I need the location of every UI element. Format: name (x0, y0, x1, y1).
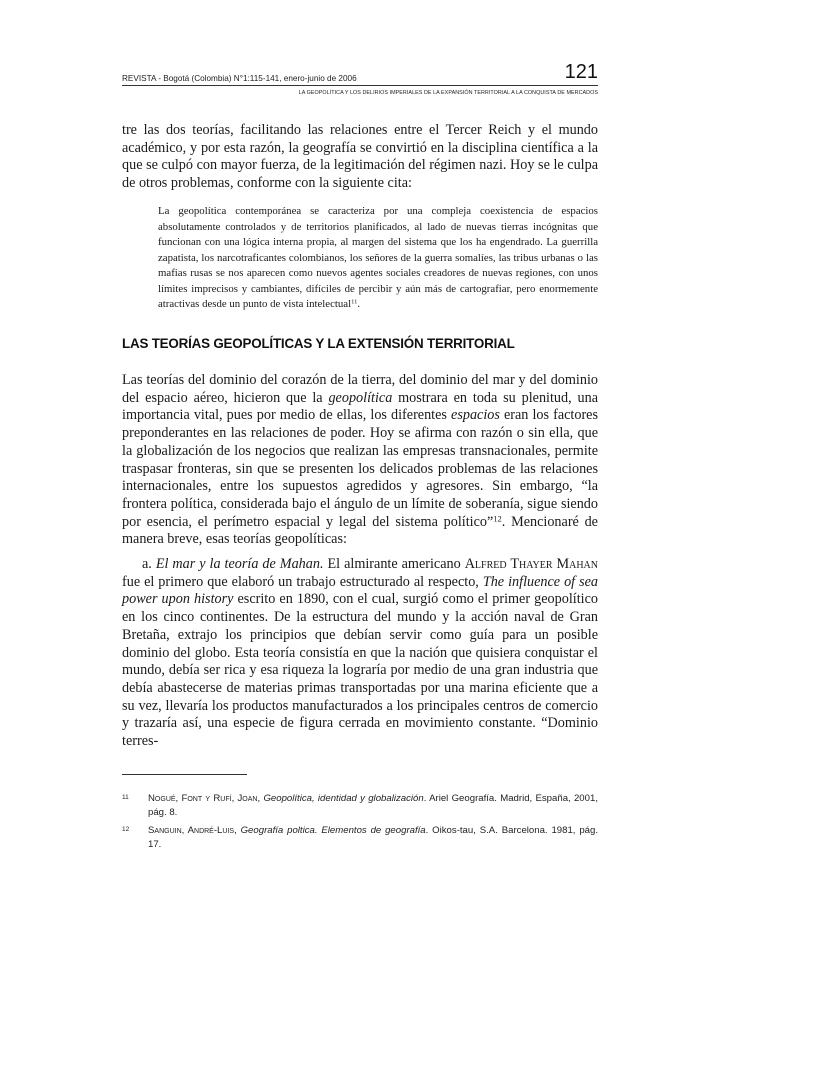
text-run: El almirante americano (323, 556, 465, 572)
quote-text: La geopolítica contemporánea se caracteriza por una compleja coexistencia de espacios absolutamente controlados y de territorios planificados, al lado de nuevas tierras incógnitas que funcionan con una lógica interna propia, al margen del sistema que los ha engendrado. La guerrilla zapatista, los narcotraficantes colombianos, los señores de la guerra somalíes, las tribus urbanas o las mafias rusas se nos aparecen como nuevos agentes sociales creadores de nuevas regiones, con unos límites imprecisos y cambiantes, difíciles de percibir y aún más de cartografiar, pero enormemente atractivas desde un punto de vista intelectual (158, 205, 598, 310)
footnote-title: Geopolítica, identidad y globalización (263, 793, 424, 804)
footnote-body (148, 824, 598, 851)
footnote-separator-text: , (234, 825, 241, 836)
book-title: The influence of sea power upon history (122, 573, 598, 608)
footnote-rest: . Ariel Geografía. Madrid, España, 2001, pág. 8. (148, 793, 598, 818)
section-heading: LAS TEORÍAS GEOPOLÍTICAS Y LA EXTENSIÓN TERRITORIAL (122, 336, 515, 351)
intro-paragraph: tre las dos teorías, facilitando las relaciones entre el Tercer Reich y el mundo académico, y por esta razón, la geografía se convirtió en la disciplina científica a la que se culpó con mayor fuerza, de la legitimación del régimen nazi. Hoy se le culpa de otros problemas, conforme con la siguiente cita: (122, 122, 598, 192)
text-run: fue el primero que elaboró un trabajo estructurado al respecto, (122, 573, 483, 590)
footnote-number: 11 (122, 794, 129, 801)
running-header (122, 62, 598, 102)
article-running-title: LA GEOPOLÍTICA Y LOS DELIRIOS IMPERIALES DE LA EXPANSIÓN TERRITORIAL A LA CONQUISTA DE MERCADOS (298, 90, 598, 96)
footnote-ref-12[interactable]: 12 (493, 512, 502, 523)
quote-end: . (357, 298, 361, 310)
text-run: Las teorías del dominio del corazón de la tierra, del dominio del mar y del dominio del espacio aéreo, hicieron que la (122, 372, 598, 406)
footnote-12 (122, 824, 598, 851)
author-name: Alfred Thayer Mahan (464, 556, 598, 572)
footnote-title: Geografía poltica. Elementos de geografía (240, 825, 426, 836)
emphasis-espacios: espacios (451, 407, 500, 424)
page-number: 121 (564, 61, 598, 83)
footnote-separator-text: , (257, 793, 264, 804)
text-run: mostrara en toda su plenitud, una importancia vital, pues por medio de ellas, los diferentes (122, 389, 598, 424)
text-run: . Mencionaré de manera breve, esas teorías geopolíticas: (122, 513, 598, 548)
footnote-body (148, 792, 598, 819)
footnote-ref-11[interactable]: 11 (351, 298, 358, 306)
item-title: El mar y la teoría de Mahan. (155, 556, 324, 572)
text-run: escrito en 1890, con el cual, surgió como el primer geopolítico en los cinco continentes. De la estructura del mundo y la acción naval de Gran Bretaña, extrajo los principios que debían servir como guía para un posible dominio del globo. Esta teoría consistía en que la nación que quisiera conquistar el mundo, debía ser rica y esa riqueza la lograría por medio de una gran industria que debía abastecerse de materias primas transportadas por una marina eficiente que a su vez, llevaría los productos manufacturados a los principales centros de comercio y trazaría así, una especie de figura cerrada en movimiento constante. “Dominio terres- (122, 591, 598, 750)
header-rule (122, 85, 598, 86)
text-run: eran los factores preponderantes en las relaciones de poder. Hoy se afirma con razón o sin ella, que la globalización de los negocios que realizan las empresas transnacionales, permite traspasar fronteras, sin que se presenten los delicados problemas de las relaciones internacionales, entre los supuestos agredidos y agresores. Sin embargo, “la frontera política, considerada bajo el ángulo de un límite de soberanía, sigue siendo por esencia, el perímetro espacial y legal del sistema político” (122, 407, 599, 530)
footnote-number: 12 (122, 826, 130, 833)
mahan-paragraph (122, 556, 598, 751)
theories-paragraph (122, 372, 598, 549)
footnote-separator (122, 774, 247, 775)
journal-citation: REVISTA - Bogotá (Colombia) N°1:115-141, enero-junio de 2006 (122, 74, 357, 83)
block-quote (158, 204, 598, 313)
footnote-rest: . Oikos-tau, S.A. Barcelona. 1981, pág. 17. (148, 825, 599, 850)
footnote-authors: Nogué, Font y Rufí, Joan (148, 793, 258, 804)
emphasis-geopolitica: geopolítica (328, 389, 393, 406)
footnote-authors: Sanguin, André-Luis (148, 825, 235, 836)
footnote-11 (122, 792, 598, 819)
list-marker: a. (142, 556, 156, 572)
